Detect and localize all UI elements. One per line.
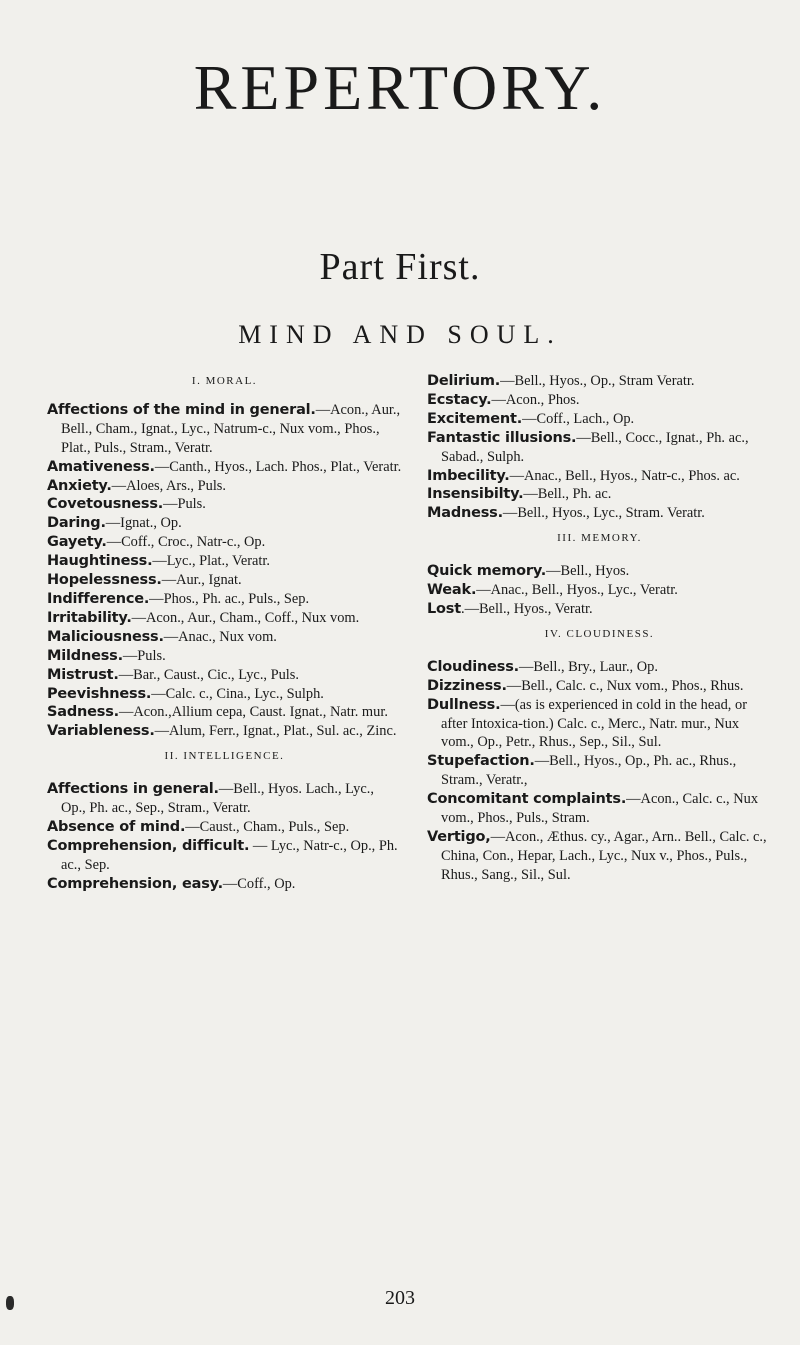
entry-remedies: —Anac., Bell., Hyos., Lyc., Veratr.: [476, 582, 678, 599]
repertory-entry: [427, 752, 772, 790]
entry-remedies: —Acon., Aur., Cham., Coff., Nux vom.: [131, 609, 360, 626]
repertory-entry: [427, 658, 772, 677]
repertory-entry: [47, 628, 402, 647]
entry-remedies: .—Bell., Hyos., Veratr.: [460, 600, 593, 617]
repertory-entry: [427, 410, 772, 429]
entry-heading: Concomitant complaints.: [427, 791, 627, 808]
entry-remedies: —Coff., Croc., Natr-c., Op.: [106, 534, 266, 551]
repertory-entry: [427, 677, 772, 696]
part-heading: Part First.: [319, 246, 481, 288]
repertory-entry: [427, 581, 772, 600]
page-number: 203: [385, 1287, 415, 1309]
entry-heading: Sadness.: [47, 704, 119, 721]
entry-heading: Weak.: [427, 582, 477, 599]
entry-remedies: —Bell., Hyos., Lyc., Stram. Veratr.: [502, 505, 705, 522]
entry-remedies: —Caust., Cham., Puls., Sep.: [185, 818, 350, 835]
repertory-entry: [47, 685, 402, 704]
entry-heading: Lost: [427, 600, 461, 617]
entry-remedies: —Bell., Ph. ac.: [523, 486, 612, 503]
entry-remedies: — Lyc., Natr-c., Op., Ph. ac., Sep.: [61, 837, 398, 873]
repertory-entry: [47, 780, 402, 818]
repertory-entry: [47, 533, 402, 552]
entry-heading: Quick memory.: [427, 563, 547, 580]
entry-remedies: —Bell., Hyos.: [546, 563, 630, 580]
repertory-entry: [427, 790, 772, 828]
repertory-entry: [47, 495, 402, 514]
section-heading: III. MEMORY.: [557, 532, 642, 545]
page-title: REPERTORY.: [193, 52, 607, 123]
entry-heading: Comprehension, easy.: [47, 875, 223, 892]
entry-remedies: —Alum, Ferr., Ignat., Plat., Sul. ac., Zinc.: [154, 723, 397, 740]
entry-heading: Stupefaction.: [427, 753, 535, 770]
entry-heading: Dullness.: [427, 696, 501, 713]
repertory-entry: [47, 401, 402, 458]
entry-heading: Peevishness.: [47, 685, 152, 702]
left-column: [47, 372, 402, 894]
repertory-entry: [47, 458, 402, 477]
entry-remedies: —Aur., Ignat.: [161, 572, 242, 589]
entry-heading: Indifference.: [47, 590, 150, 607]
right-column: [427, 372, 772, 885]
entry-remedies: —Phos., Ph. ac., Puls., Sep.: [149, 590, 310, 607]
entry-remedies: —Puls.: [163, 496, 206, 513]
entry-remedies: —Coff., Lach., Op.: [522, 410, 635, 427]
entry-remedies: —Bell., Cocc., Ignat., Ph. ac., Sabad., Sulph.: [441, 429, 749, 465]
entry-heading: Insensibilty.: [427, 486, 524, 503]
repertory-entry: [427, 696, 772, 753]
repertory-entry: [427, 485, 772, 504]
entry-heading: Excitement.: [427, 410, 523, 427]
entry-remedies: —Bell., Hyos. Lach., Lyc., Op., Ph. ac., Sep., Stram., Veratr.: [61, 781, 374, 817]
repertory-entry: [47, 818, 402, 837]
entry-heading: Dizziness.: [427, 677, 507, 694]
repertory-entry: [47, 703, 402, 722]
entry-heading: Vertigo,: [427, 828, 491, 845]
entry-heading: Delirium.: [427, 373, 501, 389]
entry-heading: Daring.: [47, 515, 106, 532]
repertory-entry: [427, 372, 772, 391]
entry-heading: Ecstacy.: [427, 391, 492, 408]
repertory-entry: [47, 477, 402, 496]
repertory-entry: [47, 590, 402, 609]
entry-remedies: —Acon., Calc. c., Nux vom., Phos., Puls., Stram.: [441, 791, 759, 827]
entry-remedies: —Acon., Æthus. cy., Agar., Arn.. Bell., Calc. c., China, Con., Hepar, Lach., Lyc., Nux v., Phos., Puls., Rhus., Sang., Sil., Sul.: [441, 828, 767, 883]
entry-remedies: —Anac., Bell., Hyos., Natr-c., Phos. ac.: [509, 467, 740, 484]
repertory-entry: [47, 514, 402, 533]
entry-heading: Madness.: [427, 505, 503, 522]
entry-remedies: —Canth., Hyos., Lach. Phos., Plat., Veratr.: [154, 458, 402, 475]
entry-heading: Anxiety.: [47, 477, 112, 494]
repertory-entry: [427, 429, 772, 467]
repertory-entry: [47, 571, 402, 590]
entry-remedies: —Ignat., Op.: [105, 515, 182, 532]
entry-heading: Affections in general.: [47, 781, 219, 798]
entry-remedies: —Anac., Nux vom.: [163, 628, 277, 645]
entry-remedies: —Puls.: [122, 647, 166, 664]
entry-remedies: —Acon.,Allium cepa, Caust. Ignat., Natr. mur.: [118, 704, 388, 721]
section-subtitle: MIND AND SOUL.: [238, 320, 562, 349]
entry-heading: Cloudiness.: [427, 658, 519, 675]
repertory-entry: [427, 600, 772, 619]
repertory-entry: [47, 647, 402, 666]
entry-heading: Haughtiness.: [47, 553, 153, 570]
entry-heading: Variableness.: [47, 723, 155, 740]
repertory-entry: [47, 875, 402, 894]
entry-remedies: —(as is experienced in cold in the head, or after Intoxica-tion.) Calc. c., Merc., Natr. mur., Nux vom., Op., Petr., Rhus., Sep., Sil., Sul.: [441, 696, 747, 751]
repertory-entry: [427, 562, 772, 581]
entry-heading: Irritability.: [47, 609, 132, 626]
section-heading: II. INTELLIGENCE.: [164, 750, 285, 763]
entry-heading: Fantastic illusions.: [427, 429, 577, 446]
entry-remedies: —Bell., Hyos., Op., Stram Veratr.: [500, 373, 695, 389]
entry-remedies: —Bar., Caust., Cic., Lyc., Puls.: [118, 666, 300, 683]
entry-remedies: —Acon., Phos.: [491, 391, 580, 408]
entry-heading: Amativeness.: [47, 458, 155, 475]
entry-remedies: —Acon., Aur., Bell., Cham., Ignat., Lyc., Natrum-c., Nux vom., Phos., Plat., Puls., Stram., Veratr.: [61, 401, 401, 456]
entry-heading: Affections of the mind in general.: [47, 401, 316, 418]
entry-remedies: —Aloes, Ars., Puls.: [111, 477, 227, 494]
section-heading: I. MORAL.: [191, 375, 258, 387]
entry-heading: Absence of mind.: [47, 818, 186, 835]
entry-heading: Mistrust.: [47, 666, 119, 683]
repertory-entry: [47, 666, 402, 685]
repertory-entry: [47, 837, 402, 875]
entry-remedies: —Calc. c., Cina., Lyc., Sulph.: [151, 685, 324, 702]
entry-remedies: —Coff., Op.: [222, 875, 296, 892]
entry-heading: Mildness.: [47, 647, 123, 664]
repertory-entry: [427, 828, 772, 885]
entry-heading: Hopelessness.: [47, 572, 162, 589]
section-heading: IV. CLOUDINESS.: [544, 627, 655, 640]
entry-remedies: —Bell., Calc. c., Nux vom., Phos., Rhus.: [506, 677, 744, 694]
entry-remedies: —Bell., Hyos., Op., Ph. ac., Rhus., Stram., Veratr.,: [441, 753, 737, 789]
entry-heading: Covetousness.: [47, 496, 164, 513]
entry-heading: Gayety.: [47, 534, 107, 551]
repertory-entry: [427, 467, 772, 486]
repertory-entry: [47, 722, 402, 741]
repertory-entry: [427, 504, 772, 523]
entry-remedies: —Lyc., Plat., Veratr.: [152, 553, 271, 570]
entry-remedies: —Bell., Bry., Laur., Op.: [518, 658, 658, 675]
repertory-entry: [427, 391, 772, 410]
repertory-entry: [47, 609, 402, 628]
repertory-entry: [47, 552, 402, 571]
entry-heading: Maliciousness.: [47, 628, 164, 645]
entry-heading: Comprehension, difficult.: [47, 837, 250, 854]
entry-heading: Imbecility.: [427, 467, 510, 484]
ink-blot: [6, 1296, 14, 1310]
